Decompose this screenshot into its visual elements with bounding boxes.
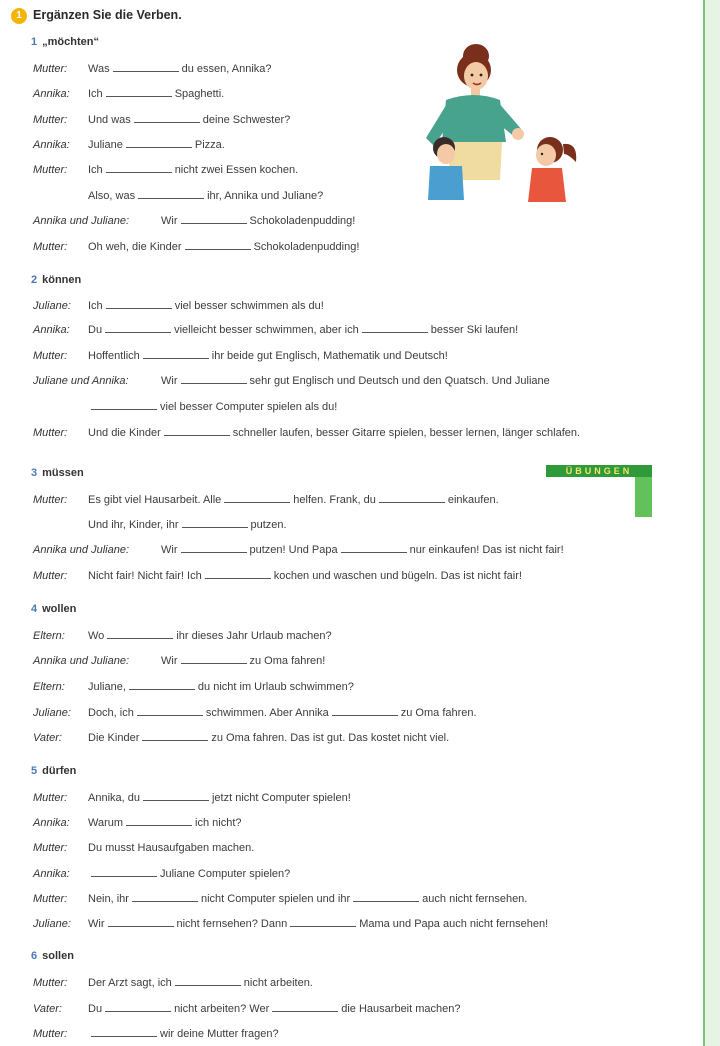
fill-in-blank[interactable] (182, 517, 248, 528)
line-text: viel besser Computer spielen als du! (160, 401, 338, 413)
section-number: 6 (31, 950, 38, 962)
speaker-label: Mutter: (33, 893, 68, 905)
speaker-label: Mutter: (33, 63, 68, 75)
fill-in-blank[interactable] (132, 891, 198, 902)
line-text: besser Ski laufen! (430, 324, 519, 336)
speaker-label: Mutter: (33, 350, 68, 362)
dialogue-line (33, 730, 449, 744)
speaker-label: Juliane: (33, 707, 71, 719)
fill-in-blank[interactable] (134, 112, 200, 123)
dialogue-line (33, 679, 354, 693)
dialogue-line (33, 188, 323, 202)
speaker-label: Mutter: (33, 114, 68, 126)
dialogue-line (33, 815, 242, 829)
line-text: deine Schwester? (202, 114, 291, 126)
dialogue-line (33, 568, 522, 582)
section-verb: „möchten“ (42, 36, 99, 48)
dialogue-line (33, 298, 324, 312)
line-text: ihr, Annika und Juliane? (207, 190, 324, 202)
section-number: 3 (31, 467, 38, 479)
speaker-label: Juliane: (33, 918, 71, 930)
dialogue-line (33, 492, 499, 506)
line-text: Hoffentlich (88, 350, 140, 362)
line-text: Was (88, 63, 110, 75)
line-text: nicht zwei Essen kochen. (174, 164, 299, 176)
fill-in-blank[interactable] (341, 542, 407, 553)
fill-in-blank[interactable] (126, 815, 192, 826)
line-text: Schokoladenpudding! (253, 241, 360, 253)
line-text: Wir (88, 918, 105, 930)
fill-in-blank[interactable] (185, 239, 251, 250)
speaker-label: Annika: (33, 324, 70, 336)
fill-in-blank[interactable] (91, 1026, 157, 1037)
dialogue-line (33, 61, 272, 75)
fill-in-blank[interactable] (379, 492, 445, 503)
fill-in-blank[interactable] (106, 298, 172, 309)
line-text: wir deine Mutter fragen? (160, 1028, 279, 1040)
section-verb: müssen (42, 467, 84, 479)
fill-in-blank[interactable] (137, 705, 203, 716)
section-verb: wollen (42, 603, 77, 615)
line-text: Und die Kinder (88, 427, 161, 439)
dialogue-line (33, 542, 564, 556)
fill-in-blank[interactable] (272, 1001, 338, 1012)
section-number: 4 (31, 603, 38, 615)
line-text: zu Oma fahren! (249, 655, 326, 667)
speaker-label: Mutter: (33, 241, 68, 253)
line-text: zu Oma fahren. (400, 707, 477, 719)
fill-in-blank[interactable] (362, 322, 428, 333)
dialogue-line (33, 322, 518, 336)
line-text: sehr gut Englisch und Deutsch und den Quatsch. Und Juliane (249, 375, 550, 387)
exercise-number-badge: 1 (11, 8, 27, 24)
line-text: Juliane, (88, 681, 126, 693)
line-text: helfen. Frank, du (293, 494, 376, 506)
speaker-label: Annika: (33, 817, 70, 829)
line-text: Wir (161, 375, 178, 387)
speaker-label: Annika: (33, 88, 70, 100)
line-text: Mama und Papa auch nicht fernsehen! (359, 918, 549, 930)
fill-in-blank[interactable] (332, 705, 398, 716)
line-text: Juliane (88, 139, 123, 151)
uebungen-tag-bar (635, 477, 652, 517)
page-edge-strip (705, 0, 720, 1046)
dialogue-line (33, 916, 548, 930)
line-text: du nicht im Urlaub schwimmen? (197, 681, 354, 693)
line-text: du essen, Annika? (181, 63, 272, 75)
fill-in-blank[interactable] (105, 322, 171, 333)
dialogue-line (33, 653, 325, 667)
fill-in-blank[interactable] (107, 628, 173, 639)
speaker-label: Juliane: (33, 300, 71, 312)
dialogue-line (33, 399, 337, 413)
line-text: Du (88, 1003, 103, 1015)
speaker-label: Mutter: (33, 570, 68, 582)
fill-in-blank[interactable] (290, 916, 356, 927)
section-verb: dürfen (42, 765, 77, 777)
dialogue-line (33, 86, 224, 100)
section-heading-3 (31, 467, 84, 479)
fill-in-blank[interactable] (108, 916, 174, 927)
line-text: Es gibt viel Hausarbeit. Alle (88, 494, 222, 506)
speaker-label: Annika und Juliane: (33, 215, 130, 227)
line-text: schneller laufen, besser Gitarre spielen, besser lernen, länger schlafen. (232, 427, 581, 439)
fill-in-blank[interactable] (181, 213, 247, 224)
line-text: Wir (161, 544, 178, 556)
speaker-label: Mutter: (33, 792, 68, 804)
fill-in-blank[interactable] (205, 568, 271, 579)
uebungen-tag: ÜBUNGEN (546, 465, 652, 477)
section-number: 2 (31, 274, 38, 286)
fill-in-blank[interactable] (142, 730, 208, 741)
line-text: Schokoladenpudding! (249, 215, 356, 227)
speaker-label: Annika und Juliane: (33, 544, 130, 556)
fill-in-blank[interactable] (138, 188, 204, 199)
line-text: Juliane Computer spielen? (160, 868, 291, 880)
dialogue-line (33, 348, 448, 362)
line-text: Die Kinder (88, 732, 140, 744)
dialogue-line (33, 841, 254, 855)
fill-in-blank[interactable] (164, 425, 230, 436)
dialogue-line (33, 213, 355, 227)
speaker-label: Mutter: (33, 977, 68, 989)
section-heading-4 (31, 603, 76, 615)
line-text: jetzt nicht Computer spielen! (211, 792, 351, 804)
line-text: Nein, ihr (88, 893, 129, 905)
line-text: Wo (88, 630, 105, 642)
line-text: nur einkaufen! Das ist nicht fair! (409, 544, 564, 556)
section-number: 1 (31, 36, 38, 48)
line-text: vielleicht besser schwimmen, aber ich (174, 324, 359, 336)
line-text: nicht Computer spielen und ihr (200, 893, 351, 905)
section-number: 5 (31, 765, 38, 777)
speaker-label: Mutter: (33, 494, 68, 506)
dialogue-line (33, 517, 287, 531)
fill-in-blank[interactable] (126, 137, 192, 148)
fill-in-blank[interactable] (353, 891, 419, 902)
line-text: nicht arbeiten. (243, 977, 313, 989)
fill-in-blank[interactable] (143, 348, 209, 359)
speaker-label: Vater: (33, 732, 62, 744)
line-text: Ich (88, 300, 103, 312)
line-text: viel besser schwimmen als du! (174, 300, 324, 312)
line-text: Du (88, 324, 103, 336)
speaker-label: Mutter: (33, 164, 68, 176)
page-edge-line (703, 0, 705, 1046)
speaker-label: Vater: (33, 1003, 62, 1015)
line-text: Annika, du (88, 792, 140, 804)
line-text: kochen und waschen und bügeln. Das ist nicht fair! (273, 570, 522, 582)
line-text: Pizza. (194, 139, 225, 151)
speaker-label: Mutter: (33, 427, 68, 439)
section-heading-5 (31, 765, 76, 777)
section-verb: können (42, 274, 82, 286)
dialogue-line (33, 1001, 461, 1015)
line-text: ich nicht? (195, 817, 242, 829)
section-verb: sollen (42, 950, 74, 962)
line-text: Also, was (88, 190, 136, 202)
fill-in-blank[interactable] (91, 399, 157, 410)
line-text: zu Oma fahren. Das ist gut. Das kostet nicht viel. (211, 732, 450, 744)
fill-in-blank[interactable] (181, 653, 247, 664)
fill-in-blank[interactable] (106, 86, 172, 97)
line-text: nicht arbeiten? Wer (174, 1003, 270, 1015)
fill-in-blank[interactable] (129, 679, 195, 690)
line-text: Doch, ich (88, 707, 134, 719)
fill-in-blank[interactable] (143, 790, 209, 801)
dialogue-line (33, 162, 298, 176)
line-text: Spaghetti. (174, 88, 225, 100)
line-text: auch nicht fernsehen. (422, 893, 528, 905)
fill-in-blank[interactable] (113, 61, 179, 72)
line-text: ihr beide gut Englisch, Mathematik und Deutsch! (211, 350, 448, 362)
dialogue-line (33, 891, 527, 905)
speaker-label: Annika: (33, 139, 70, 151)
dialogue-line (33, 239, 359, 253)
speaker-label: Mutter: (33, 842, 68, 854)
line-text: Wir (161, 215, 178, 227)
speaker-label: Mutter: (33, 1028, 68, 1040)
dialogue-line (33, 1026, 279, 1040)
dialogue-line (33, 975, 313, 989)
fill-in-blank[interactable] (224, 492, 290, 503)
fill-in-blank[interactable] (105, 1001, 171, 1012)
section-heading-2 (31, 274, 81, 286)
line-text: schwimmen. Aber Annika (205, 707, 329, 719)
dialogue-line (33, 373, 550, 387)
dialogue-line (33, 425, 580, 439)
mother-daughters-illustration (418, 30, 600, 206)
line-text: einkaufen. (447, 494, 499, 506)
exercise-title: Ergänzen Sie die Verben. (33, 8, 182, 22)
line-text: Der Arzt sagt, ich (88, 977, 172, 989)
line-text: Ich (88, 164, 103, 176)
line-text: nicht fernsehen? Dann (176, 918, 288, 930)
line-text: Warum (88, 817, 124, 829)
line-text: putzen! Und Papa (249, 544, 338, 556)
line-text: ihr dieses Jahr Urlaub machen? (176, 630, 332, 642)
section-heading-1 (31, 36, 99, 48)
fill-in-blank[interactable] (91, 866, 157, 877)
line-text: putzen. (250, 519, 287, 531)
dialogue-line (33, 137, 225, 151)
line-text: Ich (88, 88, 103, 100)
fill-in-blank[interactable] (181, 373, 247, 384)
line-text: Wir (161, 655, 178, 667)
fill-in-blank[interactable] (175, 975, 241, 986)
speaker-label: Eltern: (33, 630, 65, 642)
fill-in-blank[interactable] (181, 542, 247, 553)
speaker-label: Annika und Juliane: (33, 655, 130, 667)
speaker-label: Juliane und Annika: (33, 375, 129, 387)
line-text: Oh weh, die Kinder (88, 241, 182, 253)
line-text: Nicht fair! Nicht fair! Ich (88, 570, 202, 582)
line-text: Und was (88, 114, 131, 126)
dialogue-line (33, 866, 290, 880)
speaker-label: Annika: (33, 868, 70, 880)
dialogue-line (33, 628, 332, 642)
section-heading-6 (31, 950, 74, 962)
dialogue-line (33, 112, 290, 126)
line-text: die Hausarbeit machen? (341, 1003, 461, 1015)
dialogue-line (33, 790, 351, 804)
dialogue-line (33, 705, 477, 719)
fill-in-blank[interactable] (106, 162, 172, 173)
line-text: Du musst Hausaufgaben machen. (88, 842, 255, 854)
line-text: Und ihr, Kinder, ihr (88, 519, 179, 531)
speaker-label: Eltern: (33, 681, 65, 693)
